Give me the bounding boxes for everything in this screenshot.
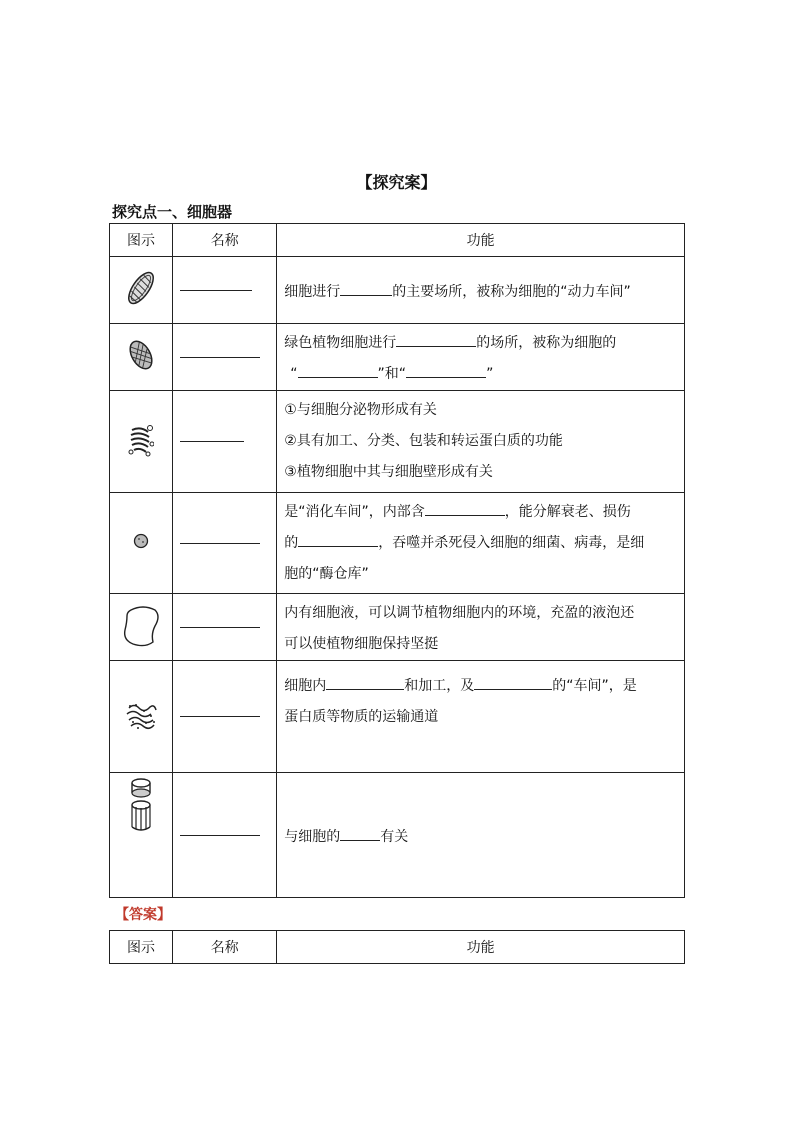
function-text: “ [290, 366, 298, 382]
header-icon: 图示 [110, 224, 173, 257]
function-text: 的 [284, 535, 299, 551]
lysosome-icon [110, 493, 173, 594]
fill-blank[interactable] [396, 328, 476, 347]
name-blank[interactable] [173, 324, 277, 391]
fill-blank[interactable] [425, 497, 505, 516]
page-title: 【探究案】 [356, 173, 437, 192]
function-text: 是“消化车间”，内部含 [284, 504, 425, 520]
table-row [110, 493, 685, 594]
table-row [110, 773, 685, 898]
function-text: ②具有加工、分类、包装和转运蛋白质的功能 [284, 433, 563, 449]
function-text: 胞的“酶仓库” [284, 566, 369, 582]
centriole-icon [110, 773, 173, 898]
table-row [110, 661, 685, 773]
function-text: 细胞内 [284, 678, 327, 694]
fill-blank[interactable] [474, 671, 552, 690]
function-text: 细胞进行 [284, 283, 341, 300]
header-function: 功能 [277, 931, 685, 964]
table-header-row [110, 931, 685, 964]
function-text: 和加工，及 [404, 678, 475, 694]
function-text: 可以使植物细胞保持坚挺 [284, 636, 439, 652]
header-function: 功能 [277, 224, 685, 257]
table-row [110, 594, 685, 661]
function-text: 有关 [380, 828, 409, 845]
vacuole-icon [110, 594, 173, 661]
function-cell [277, 257, 685, 324]
fill-blank[interactable] [340, 822, 380, 841]
er-icon [110, 661, 173, 773]
function-text: ”和“ [377, 366, 407, 382]
fill-blank[interactable] [406, 359, 486, 378]
header-name: 名称 [173, 931, 277, 964]
function-text: ③植物细胞中其与细胞壁形成有关 [284, 464, 493, 480]
function-text: 的场所，被称为细胞的 [476, 335, 617, 351]
header-icon: 图示 [110, 931, 173, 964]
mitochondrion-icon [110, 257, 173, 324]
function-text: ，吞噬并杀死侵入细胞的细菌、病毒，是细 [378, 535, 645, 551]
function-cell [277, 324, 685, 391]
function-cell [277, 594, 685, 661]
name-blank[interactable] [173, 773, 277, 898]
fill-blank[interactable] [340, 277, 392, 296]
organelle-table [109, 223, 685, 898]
section-title: 探究点一、细胞器 [112, 203, 233, 221]
function-text: 的“车间”，是 [552, 678, 637, 694]
name-blank[interactable] [173, 493, 277, 594]
function-text: 与细胞的 [284, 828, 341, 845]
fill-blank[interactable] [298, 528, 378, 547]
name-blank[interactable] [173, 257, 277, 324]
chloroplast-icon [110, 324, 173, 391]
table-row [110, 391, 685, 493]
answer-table [109, 930, 685, 964]
function-text: 绿色植物细胞进行 [284, 335, 397, 351]
function-text: 的主要场所，被称为细胞的“动力车间” [392, 283, 631, 300]
function-text: 蛋白质等物质的运输通道 [284, 709, 439, 725]
golgi-icon [110, 391, 173, 493]
table-header-row [110, 224, 685, 257]
table-row [110, 324, 685, 391]
function-cell [277, 773, 685, 898]
function-cell [277, 661, 685, 773]
function-text: 内有细胞液，可以调节植物细胞内的环境，充盈的液泡还 [284, 605, 635, 621]
table-row [110, 257, 685, 324]
function-text: ①与细胞分泌物形成有关 [284, 402, 437, 418]
header-name: 名称 [173, 224, 277, 257]
function-cell [277, 493, 685, 594]
function-cell [277, 391, 685, 493]
answer-label: 【答案】 [115, 907, 171, 923]
fill-blank[interactable] [326, 671, 404, 690]
function-text: ，能分解衰老、损伤 [504, 504, 631, 520]
fill-blank[interactable] [298, 359, 378, 378]
function-text: ” [486, 366, 494, 382]
name-blank[interactable] [173, 661, 277, 773]
name-blank[interactable] [173, 594, 277, 661]
name-blank[interactable] [173, 391, 277, 493]
